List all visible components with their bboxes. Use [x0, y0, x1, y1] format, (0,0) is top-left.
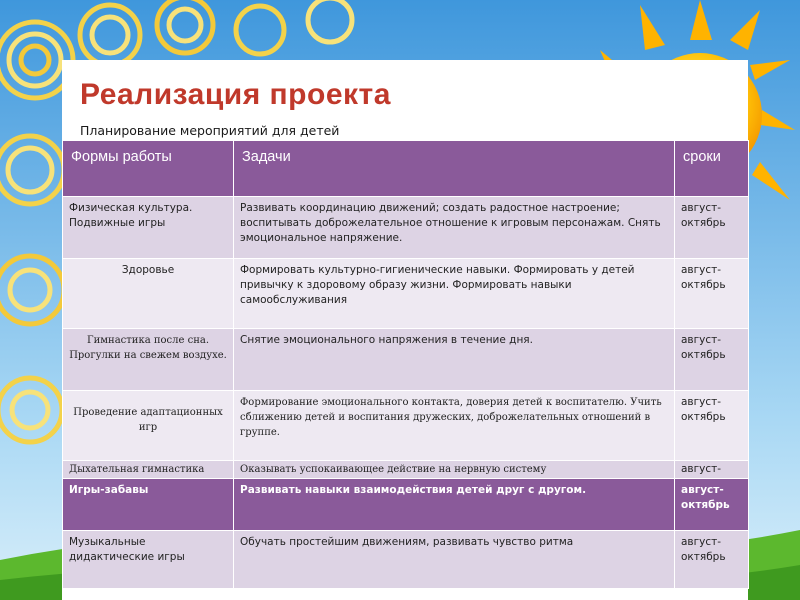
- table-row: [63, 391, 749, 461]
- table-header-row: [63, 141, 749, 197]
- header-tasks: Задачи: [234, 141, 675, 197]
- cell-form: Музыкальные дидактические игры: [63, 531, 234, 589]
- plan-table: [62, 140, 749, 589]
- cell-tasks: Развивать координацию движений; создать радостное настроение; воспитывать доброжелательное отношение к игровым персонажам. Снять эмоциональное напряжение.: [234, 197, 675, 259]
- cell-term: август-октябрь: [675, 531, 749, 589]
- header-forms: Формы работы: [63, 141, 234, 197]
- header-terms: сроки: [675, 141, 749, 197]
- cell-tasks: Обучать простейшим движениям, развивать чувство ритма: [234, 531, 675, 589]
- cell-form: Проведение адаптационных игр: [63, 391, 234, 461]
- table-row: [63, 479, 749, 531]
- cell-term: август-октябрь: [675, 197, 749, 259]
- cell-tasks: Развивать навыки взаимодействия детей друг с другом.: [234, 479, 675, 531]
- cell-term: август-: [675, 461, 749, 479]
- cell-form: Физическая культура. Подвижные игры: [63, 197, 234, 259]
- table-row: [63, 461, 749, 479]
- cell-tasks: Оказывать успокаивающее действие на нервную систему: [234, 461, 675, 479]
- cell-term: август-октябрь: [675, 391, 749, 461]
- cell-form: Гимнастика после сна. Прогулки на свежем воздухе.: [63, 329, 234, 391]
- cell-tasks: Формировать культурно-гигиенические навыки. Формировать у детей привычку к здоровому образу жизни. Формировать навыки самообслуживания: [234, 259, 675, 329]
- slide-subtitle: Планирование мероприятий для детей: [80, 123, 340, 138]
- table-row: [63, 259, 749, 329]
- cell-term: август-октябрь: [675, 329, 749, 391]
- table-row: [63, 197, 749, 259]
- table-row: [63, 329, 749, 391]
- cell-form: Здоровье: [63, 259, 234, 329]
- cell-term: август-октябрь: [675, 479, 749, 531]
- table-row: [63, 531, 749, 589]
- cell-tasks: Формирование эмоционального контакта, доверия детей к воспитателю. Учить сближению детей и воспитания дружеских, доброжелательных отношений в группе.: [234, 391, 675, 461]
- cell-form: Дыхательная гимнастика: [63, 461, 234, 479]
- slide-title: Реализация проекта: [80, 78, 391, 111]
- cell-tasks: Снятие эмоционального напряжения в течение дня.: [234, 329, 675, 391]
- cell-form: Игры-забавы: [63, 479, 234, 531]
- cell-term: август-октябрь: [675, 259, 749, 329]
